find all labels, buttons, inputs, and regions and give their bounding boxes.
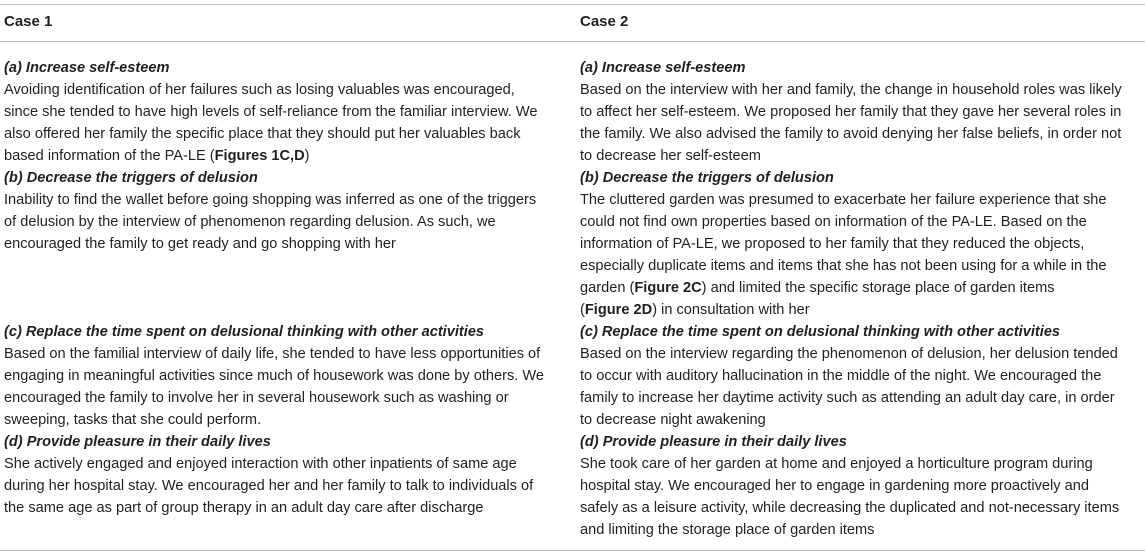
- table-cell-case2-row-c: [580, 321, 1118, 431]
- figure-reference: Figure 2D: [584, 302, 653, 318]
- table-cell-case1-row-b: [4, 167, 536, 255]
- cell-text-line: Based on the familial interview of daily life, she tended to have less opportunities of: [4, 346, 541, 362]
- cell-text-line: especially duplicate items and items that she has not been using for a while in the: [580, 258, 1107, 274]
- cell-text-line: safely as a leisure activity, while decreasing the duplicated and not-necessary items: [580, 500, 1120, 516]
- cell-text-line: to occur with auditory hallucination in the middle of the night. We encouraged the: [580, 368, 1102, 384]
- cell-text-line: during her hospital stay. We encouraged her and her family to talk to individuals of: [4, 478, 534, 494]
- cell-title: (b) Decrease the triggers of delusion: [580, 170, 834, 186]
- cell-title: (c) Replace the time spent on delusional thinking with other activities: [4, 324, 485, 340]
- cell-title: (b) Decrease the triggers of delusion: [4, 170, 258, 186]
- text-segment: garden (: [580, 280, 635, 296]
- column-header-case-2: Case 2: [580, 13, 629, 30]
- cell-text-line: hospital stay. We encouraged her to engage in gardening more proactively and: [580, 478, 1089, 494]
- text-segment: ) in consultation with her: [652, 302, 810, 318]
- cell-title: (c) Replace the time spent on delusional thinking with other activities: [580, 324, 1061, 340]
- table-cell-case2-row-b: [580, 167, 1107, 321]
- figure-reference: Figure 2C: [634, 280, 702, 296]
- cell-text-line: to affect her self-esteem. We proposed her family that they gave her several roles in: [580, 104, 1122, 120]
- table-cell-case1-row-a: [4, 57, 537, 167]
- cell-text-line: She took care of her garden at home and enjoyed a horticulture program during: [580, 456, 1093, 472]
- cell-text-line: the family. We also advised the family to avoid denying her false beliefs, in order not: [580, 126, 1122, 142]
- table-top-rule: [0, 4, 1145, 5]
- cell-title: (a) Increase self-esteem: [580, 60, 746, 76]
- text-segment: (: [580, 302, 585, 318]
- cell-text-line: She actively engaged and enjoyed interaction with other inpatients of same age: [4, 456, 517, 472]
- cell-title: (a) Increase self-esteem: [4, 60, 170, 76]
- cell-text-line: since she tended to have high levels of self-reliance from the familiar interview. We: [4, 104, 538, 120]
- header-rule: [0, 41, 1145, 42]
- cell-text-line: the same age as part of group therapy in an adult day care after discharge: [4, 500, 484, 516]
- cell-text-line: also offered her family the specific place that they should put her valuables back: [4, 126, 521, 142]
- text-segment: ): [304, 148, 310, 164]
- table-bottom-rule: [0, 550, 1145, 551]
- cell-title: (d) Provide pleasure in their daily lives: [580, 434, 847, 450]
- cell-text-line-with-figure-ref: [580, 299, 1107, 321]
- cell-text-line-with-figure-ref: [4, 145, 537, 167]
- cell-text-line: sweeping, tasks that she could perform.: [4, 412, 262, 428]
- cell-text-line: Based on the interview regarding the phenomenon of delusion, her delusion tended: [580, 346, 1118, 362]
- table-cell-case1-row-c: [4, 321, 544, 431]
- cell-text-line: Avoiding identification of her failures such as losing valuables was encouraged,: [4, 82, 515, 98]
- cell-text-line: Inability to find the wallet before going shopping was inferred as one of the triggers: [4, 192, 537, 208]
- cell-text-line: Based on the interview with her and family, the change in household roles was likely: [580, 82, 1122, 98]
- cell-text-line: family to increase her daytime activity such as attending an adult day care, in order: [580, 390, 1115, 406]
- text-segment: based information of the PA-LE (: [4, 148, 215, 164]
- cell-text-line: encouraged the family to involve her in several housework such as washing or: [4, 390, 509, 406]
- cell-text-line: of delusion by the interview of phenomenon regarding delusion. As such, we: [4, 214, 496, 230]
- cell-text-line: and limiting the storage place of garden items: [580, 522, 875, 538]
- cell-text-line: could not find own properties based on information of the PA-LE. Based on the: [580, 214, 1087, 230]
- cell-text-line: information of PA-LE, we proposed to her family that they reduced the objects,: [580, 236, 1085, 252]
- cell-text-line: The cluttered garden was presumed to exacerbate her failure experience that she: [580, 192, 1107, 208]
- cell-title: (d) Provide pleasure in their daily lives: [4, 434, 271, 450]
- cell-text-line-with-figure-ref: [580, 277, 1107, 299]
- cell-text-line: to decrease her self-esteem: [580, 148, 761, 164]
- cell-text-line: encouraged the family to get ready and go shopping with her: [4, 236, 396, 252]
- text-segment: ) and limited the specific storage place of garden items: [701, 280, 1055, 296]
- column-header-case-1: Case 1: [4, 13, 53, 30]
- table-cell-case1-row-d: [4, 431, 533, 519]
- table-cell-case2-row-d: [580, 431, 1119, 541]
- cell-text-line: engaging in meaningful activities since much of housework was done by others. We: [4, 368, 544, 384]
- table-cell-case2-row-a: [580, 57, 1122, 167]
- figure-reference: Figures 1C,D: [214, 148, 305, 164]
- cell-text-line: to decrease night awakening: [580, 412, 766, 428]
